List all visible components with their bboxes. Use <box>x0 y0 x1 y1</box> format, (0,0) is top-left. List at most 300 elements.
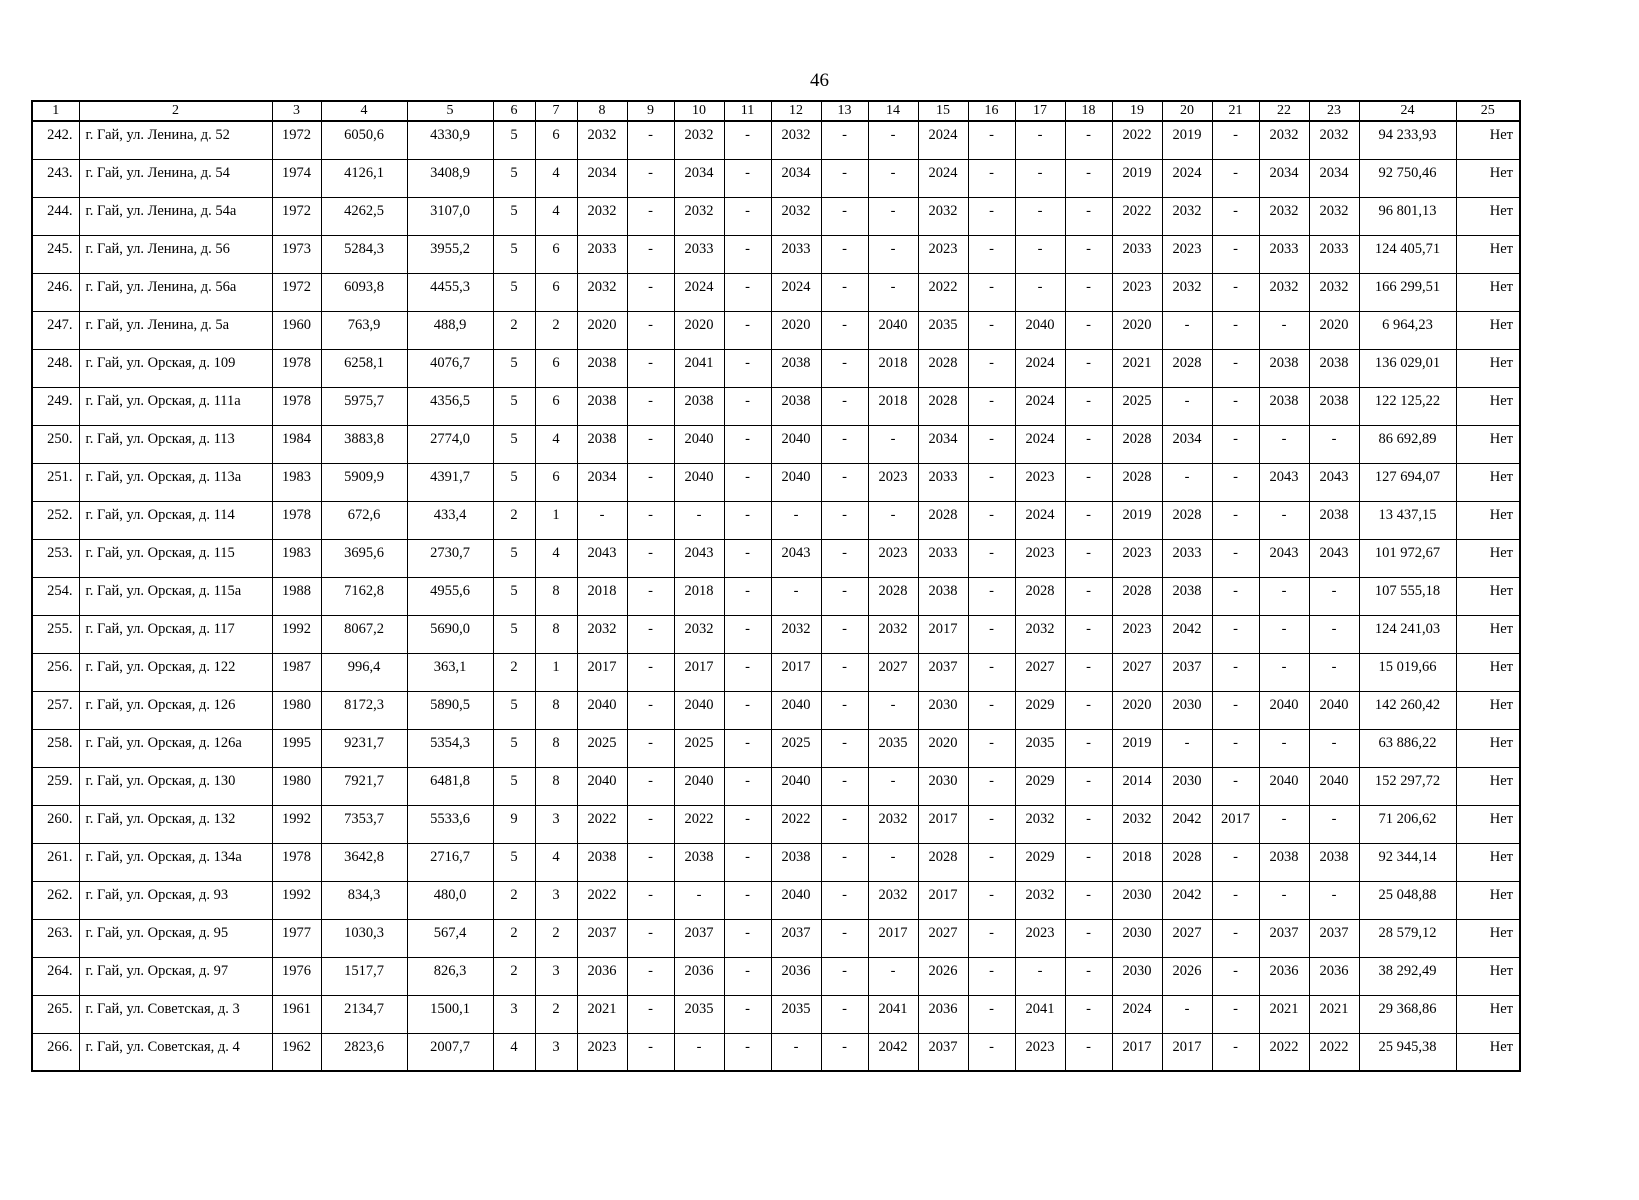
table-cell: 2040 <box>674 767 724 805</box>
table-cell: 2038 <box>577 349 627 387</box>
table-row <box>32 843 1520 881</box>
table-cell: - <box>1259 881 1309 919</box>
table-cell: - <box>968 425 1015 463</box>
table-cell: - <box>1212 349 1259 387</box>
table-cell: 2017 <box>771 653 821 691</box>
address-cell: г. Гай, ул. Ленина, д. 52 <box>79 121 272 159</box>
table-cell: 2027 <box>1162 919 1212 957</box>
table-cell: 2028 <box>918 843 968 881</box>
table-cell: 6 <box>535 387 577 425</box>
housing-register-table <box>31 100 1521 1072</box>
table-cell: 2032 <box>1309 197 1359 235</box>
table-cell: 2030 <box>1162 767 1212 805</box>
table-cell: - <box>1065 501 1112 539</box>
table-cell: - <box>1259 577 1309 615</box>
table-cell: - <box>1259 653 1309 691</box>
table-cell: 29 368,86 <box>1359 995 1456 1033</box>
table-cell: - <box>1309 729 1359 767</box>
table-cell: - <box>724 501 771 539</box>
table-cell: 2028 <box>1112 577 1162 615</box>
table-cell: - <box>1212 463 1259 501</box>
address-cell: г. Гай, ул. Орская, д. 114 <box>79 501 272 539</box>
table-cell: - <box>771 1033 821 1071</box>
table-cell: 2032 <box>868 805 918 843</box>
table-cell: - <box>627 615 674 653</box>
table-row <box>32 691 1520 729</box>
table-cell: 2 <box>535 311 577 349</box>
table-cell: - <box>724 159 771 197</box>
table-cell: 2032 <box>771 121 821 159</box>
table-cell: 2034 <box>1162 425 1212 463</box>
table-cell: - <box>724 995 771 1033</box>
table-cell: 13 437,15 <box>1359 501 1456 539</box>
table-cell: 2038 <box>1259 349 1309 387</box>
address-cell: г. Гай, ул. Орская, д. 111а <box>79 387 272 425</box>
table-cell: 1976 <box>272 957 321 995</box>
table-cell: 2023 <box>1015 1033 1065 1071</box>
column-number-cell: 9 <box>627 101 674 121</box>
table-row <box>32 121 1520 159</box>
table-cell: - <box>627 691 674 729</box>
table-cell: 2029 <box>1015 767 1065 805</box>
table-cell: 2018 <box>868 349 918 387</box>
table-cell: 2034 <box>1259 159 1309 197</box>
table-cell: 6481,8 <box>407 767 493 805</box>
address-cell: г. Гай, ул. Ленина, д. 54 <box>79 159 272 197</box>
table-cell: 2 <box>493 653 535 691</box>
table-cell: 261. <box>32 843 79 881</box>
table-cell: 2033 <box>1259 235 1309 273</box>
table-cell: 2026 <box>1162 957 1212 995</box>
table-cell: 2023 <box>918 235 968 273</box>
table-cell: 1962 <box>272 1033 321 1071</box>
table-cell: 2017 <box>577 653 627 691</box>
table-cell: 1500,1 <box>407 995 493 1033</box>
table-cell: 2028 <box>1015 577 1065 615</box>
table-cell: - <box>627 1033 674 1071</box>
table-cell: 1988 <box>272 577 321 615</box>
table-cell: 2030 <box>1162 691 1212 729</box>
table-cell: 2043 <box>1309 539 1359 577</box>
table-cell: - <box>1212 843 1259 881</box>
table-cell: 1973 <box>272 235 321 273</box>
table-cell: - <box>1309 805 1359 843</box>
table-cell: 266. <box>32 1033 79 1071</box>
table-cell: 3 <box>535 957 577 995</box>
table-cell: 4955,6 <box>407 577 493 615</box>
table-cell: 2021 <box>1259 995 1309 1033</box>
table-cell: 2033 <box>1112 235 1162 273</box>
table-cell: - <box>1065 653 1112 691</box>
table-cell: 1030,3 <box>321 919 407 957</box>
table-cell: - <box>724 197 771 235</box>
table-cell: - <box>821 197 868 235</box>
table-row <box>32 425 1520 463</box>
table-cell: - <box>1212 995 1259 1033</box>
table-cell: 5 <box>493 577 535 615</box>
table-cell: 2028 <box>1162 843 1212 881</box>
address-cell: г. Гай, ул. Орская, д. 115а <box>79 577 272 615</box>
table-cell: - <box>724 349 771 387</box>
table-cell: 3695,6 <box>321 539 407 577</box>
table-cell: 8 <box>535 691 577 729</box>
table-cell: 152 297,72 <box>1359 767 1456 805</box>
address-cell: г. Гай, ул. Орская, д. 126а <box>79 729 272 767</box>
table-cell: - <box>968 273 1015 311</box>
table-cell: - <box>968 463 1015 501</box>
table-cell: - <box>1259 615 1309 653</box>
table-cell: - <box>627 843 674 881</box>
table-cell: - <box>1162 387 1212 425</box>
table-cell: 2023 <box>868 463 918 501</box>
address-cell: г. Гай, ул. Ленина, д. 5а <box>79 311 272 349</box>
column-number-cell: 2 <box>79 101 272 121</box>
table-cell: 2023 <box>1112 273 1162 311</box>
table-cell: 2026 <box>918 957 968 995</box>
table-cell: 834,3 <box>321 881 407 919</box>
table-cell: 2032 <box>1309 273 1359 311</box>
table-cell: 2032 <box>674 197 724 235</box>
table-cell: 2037 <box>674 919 724 957</box>
table-cell: 2023 <box>1162 235 1212 273</box>
table-cell: 1978 <box>272 501 321 539</box>
table-cell: 2038 <box>1259 387 1309 425</box>
table-cell: - <box>821 1033 868 1071</box>
table-cell: - <box>968 197 1015 235</box>
table-cell: 2038 <box>1309 843 1359 881</box>
table-cell: 38 292,49 <box>1359 957 1456 995</box>
table-cell: 2022 <box>1259 1033 1309 1071</box>
table-cell: 5 <box>493 121 535 159</box>
table-cell: 9 <box>493 805 535 843</box>
table-cell: 6 964,23 <box>1359 311 1456 349</box>
table-cell: 2032 <box>674 121 724 159</box>
address-cell: г. Гай, ул. Орская, д. 115 <box>79 539 272 577</box>
table-cell: Нет <box>1456 957 1520 995</box>
table-cell: 1992 <box>272 881 321 919</box>
table-cell: - <box>968 577 1015 615</box>
table-cell: 2038 <box>1259 843 1309 881</box>
address-cell: г. Гай, ул. Ленина, д. 56а <box>79 273 272 311</box>
table-cell: Нет <box>1456 311 1520 349</box>
table-cell: 2037 <box>1259 919 1309 957</box>
table-cell: - <box>1162 729 1212 767</box>
table-cell: - <box>1065 349 1112 387</box>
table-cell: 2034 <box>1309 159 1359 197</box>
table-cell: 2043 <box>674 539 724 577</box>
table-cell: 136 029,01 <box>1359 349 1456 387</box>
table-cell: 1983 <box>272 463 321 501</box>
table-cell: 3642,8 <box>321 843 407 881</box>
table-cell: 2032 <box>577 121 627 159</box>
table-cell: 2037 <box>771 919 821 957</box>
table-cell: 245. <box>32 235 79 273</box>
table-cell: 2023 <box>1015 919 1065 957</box>
table-cell: 2042 <box>1162 615 1212 653</box>
table-cell: 1960 <box>272 311 321 349</box>
table-cell: 996,4 <box>321 653 407 691</box>
table-cell: Нет <box>1456 729 1520 767</box>
table-cell: - <box>627 463 674 501</box>
table-cell: 2028 <box>1112 425 1162 463</box>
table-cell: 2019 <box>1112 501 1162 539</box>
table-cell: 2041 <box>674 349 724 387</box>
table-cell: - <box>1309 653 1359 691</box>
address-cell: г. Гай, ул. Орская, д. 113а <box>79 463 272 501</box>
table-cell: 242. <box>32 121 79 159</box>
table-cell: - <box>1259 311 1309 349</box>
table-cell: 2020 <box>918 729 968 767</box>
table-row <box>32 273 1520 311</box>
table-cell: 2032 <box>868 615 918 653</box>
table-cell: 2028 <box>918 349 968 387</box>
table-cell: - <box>627 995 674 1033</box>
table-cell: 1978 <box>272 387 321 425</box>
table-cell: Нет <box>1456 539 1520 577</box>
table-cell: Нет <box>1456 615 1520 653</box>
table-cell: - <box>968 653 1015 691</box>
table-cell: - <box>821 235 868 273</box>
table-cell: - <box>1212 539 1259 577</box>
table-cell: - <box>1212 691 1259 729</box>
table-cell: - <box>1015 159 1065 197</box>
table-cell: 1961 <box>272 995 321 1033</box>
table-cell: 6 <box>535 273 577 311</box>
table-cell: 2 <box>493 501 535 539</box>
table-row <box>32 311 1520 349</box>
table-cell: - <box>968 159 1015 197</box>
table-cell: - <box>1065 463 1112 501</box>
column-number-cell: 6 <box>493 101 535 121</box>
table-cell: Нет <box>1456 843 1520 881</box>
table-cell: 2032 <box>1259 273 1309 311</box>
table-cell: 1977 <box>272 919 321 957</box>
table-cell: - <box>868 691 918 729</box>
table-cell: - <box>968 501 1015 539</box>
table-cell: 2032 <box>577 197 627 235</box>
table-cell: - <box>674 881 724 919</box>
table-cell: - <box>868 843 918 881</box>
table-cell: 2030 <box>1112 919 1162 957</box>
table-cell: - <box>821 843 868 881</box>
table-cell: 5690,0 <box>407 615 493 653</box>
table-cell: 2040 <box>674 691 724 729</box>
table-cell: 672,6 <box>321 501 407 539</box>
table-cell: 260. <box>32 805 79 843</box>
table-cell: 2020 <box>1112 311 1162 349</box>
table-cell: - <box>821 957 868 995</box>
table-cell: 2019 <box>1162 121 1212 159</box>
table-cell: - <box>1065 881 1112 919</box>
table-cell: - <box>821 615 868 653</box>
table-cell: - <box>1212 919 1259 957</box>
table-cell: 2040 <box>771 425 821 463</box>
table-cell: 2028 <box>918 387 968 425</box>
table-cell: 3 <box>535 805 577 843</box>
table-cell: - <box>1212 577 1259 615</box>
table-cell: - <box>724 615 771 653</box>
table-cell: 2038 <box>918 577 968 615</box>
table-cell: 1517,7 <box>321 957 407 995</box>
table-cell: - <box>968 843 1015 881</box>
table-cell: 2017 <box>1162 1033 1212 1071</box>
table-cell: 5 <box>493 197 535 235</box>
table-cell: 2032 <box>1015 881 1065 919</box>
table-cell: 2037 <box>918 653 968 691</box>
table-cell: - <box>1309 881 1359 919</box>
column-number-cell: 18 <box>1065 101 1112 121</box>
table-row <box>32 805 1520 843</box>
table-cell: 101 972,67 <box>1359 539 1456 577</box>
table-cell: 2034 <box>674 159 724 197</box>
address-cell: г. Гай, ул. Орская, д. 93 <box>79 881 272 919</box>
table-cell: 86 692,89 <box>1359 425 1456 463</box>
table-cell: 2730,7 <box>407 539 493 577</box>
table-cell: 2035 <box>674 995 724 1033</box>
table-cell: - <box>1212 159 1259 197</box>
table-cell: 363,1 <box>407 653 493 691</box>
table-cell: 2037 <box>1162 653 1212 691</box>
table-cell: - <box>1065 577 1112 615</box>
address-cell: г. Гай, ул. Орская, д. 95 <box>79 919 272 957</box>
table-row <box>32 349 1520 387</box>
table-cell: - <box>968 995 1015 1033</box>
table-cell: Нет <box>1456 197 1520 235</box>
column-number-cell: 5 <box>407 101 493 121</box>
table-cell: 2038 <box>674 843 724 881</box>
table-row <box>32 463 1520 501</box>
table-cell: 2024 <box>1015 425 1065 463</box>
table-cell: - <box>627 311 674 349</box>
table-cell: 254. <box>32 577 79 615</box>
column-number-cell: 19 <box>1112 101 1162 121</box>
address-cell: г. Гай, ул. Орская, д. 126 <box>79 691 272 729</box>
table-cell: - <box>1259 729 1309 767</box>
table-cell: 94 233,93 <box>1359 121 1456 159</box>
address-cell: г. Гай, ул. Орская, д. 130 <box>79 767 272 805</box>
table-cell: 2030 <box>918 691 968 729</box>
table-cell: - <box>821 691 868 729</box>
table-cell: - <box>1212 653 1259 691</box>
table-cell: - <box>1015 273 1065 311</box>
table-cell: 2036 <box>1259 957 1309 995</box>
table-cell: 6 <box>535 463 577 501</box>
table-cell: - <box>627 349 674 387</box>
table-cell: Нет <box>1456 425 1520 463</box>
table-cell: 8 <box>535 729 577 767</box>
table-cell: 2774,0 <box>407 425 493 463</box>
table-cell: - <box>968 691 1015 729</box>
table-cell: - <box>627 235 674 273</box>
table-cell: 2032 <box>1259 197 1309 235</box>
table-cell: 2023 <box>577 1033 627 1071</box>
table-cell: - <box>868 121 918 159</box>
table-cell: - <box>627 729 674 767</box>
table-cell: 63 886,22 <box>1359 729 1456 767</box>
table-cell: 2029 <box>1015 691 1065 729</box>
table-cell: - <box>724 691 771 729</box>
table-cell: 2022 <box>1309 1033 1359 1071</box>
column-number-cell: 23 <box>1309 101 1359 121</box>
table-cell: 2032 <box>1015 805 1065 843</box>
table-cell: - <box>724 121 771 159</box>
table-cell: 2018 <box>868 387 918 425</box>
table-cell: 96 801,13 <box>1359 197 1456 235</box>
table-row <box>32 577 1520 615</box>
table-cell: 2040 <box>577 691 627 729</box>
table-cell: - <box>868 767 918 805</box>
table-cell: 2038 <box>577 425 627 463</box>
table-cell: 2043 <box>1259 463 1309 501</box>
table-cell: 1972 <box>272 121 321 159</box>
table-cell: 2038 <box>1309 501 1359 539</box>
table-cell: 5 <box>493 463 535 501</box>
table-row <box>32 539 1520 577</box>
table-cell: - <box>868 159 918 197</box>
table-cell: 92 750,46 <box>1359 159 1456 197</box>
column-number-cell: 13 <box>821 101 868 121</box>
column-number-cell: 10 <box>674 101 724 121</box>
table-cell: - <box>821 311 868 349</box>
table-cell: 3107,0 <box>407 197 493 235</box>
table-cell: 2024 <box>1015 387 1065 425</box>
table-cell: - <box>968 881 1015 919</box>
table-cell: - <box>821 425 868 463</box>
table-cell: 2022 <box>674 805 724 843</box>
table-cell: 2034 <box>771 159 821 197</box>
table-cell: 2021 <box>1309 995 1359 1033</box>
table-cell: Нет <box>1456 349 1520 387</box>
table-cell: 2030 <box>1112 881 1162 919</box>
table-cell: 2035 <box>771 995 821 1033</box>
table-cell: 2036 <box>1309 957 1359 995</box>
table-cell: - <box>868 235 918 273</box>
table-cell: - <box>724 387 771 425</box>
table-cell: 3955,2 <box>407 235 493 273</box>
table-cell: 2018 <box>1112 843 1162 881</box>
address-cell: г. Гай, ул. Орская, д. 134а <box>79 843 272 881</box>
table-cell: 124 405,71 <box>1359 235 1456 273</box>
table-cell: 2033 <box>1162 539 1212 577</box>
table-cell: - <box>1065 767 1112 805</box>
table-cell: 2038 <box>1309 349 1359 387</box>
table-cell: - <box>968 121 1015 159</box>
table-cell: - <box>1065 957 1112 995</box>
table-cell: - <box>627 387 674 425</box>
table-cell: - <box>821 121 868 159</box>
table-cell: 5 <box>493 767 535 805</box>
table-cell: - <box>1065 273 1112 311</box>
table-cell: - <box>627 577 674 615</box>
table-cell: - <box>821 805 868 843</box>
table-cell: - <box>577 501 627 539</box>
table-row <box>32 653 1520 691</box>
address-cell: г. Гай, ул. Орская, д. 132 <box>79 805 272 843</box>
table-cell: 2036 <box>771 957 821 995</box>
table-cell: Нет <box>1456 235 1520 273</box>
column-number-cell: 16 <box>968 101 1015 121</box>
table-cell: - <box>1212 1033 1259 1071</box>
table-cell: 2020 <box>1112 691 1162 729</box>
table-cell: - <box>724 767 771 805</box>
table-cell: 2024 <box>1015 349 1065 387</box>
table-cell: 4 <box>535 539 577 577</box>
table-cell: - <box>1212 387 1259 425</box>
table-cell: 7921,7 <box>321 767 407 805</box>
column-number-cell: 20 <box>1162 101 1212 121</box>
table-cell: 2041 <box>868 995 918 1033</box>
table-cell: 2036 <box>577 957 627 995</box>
